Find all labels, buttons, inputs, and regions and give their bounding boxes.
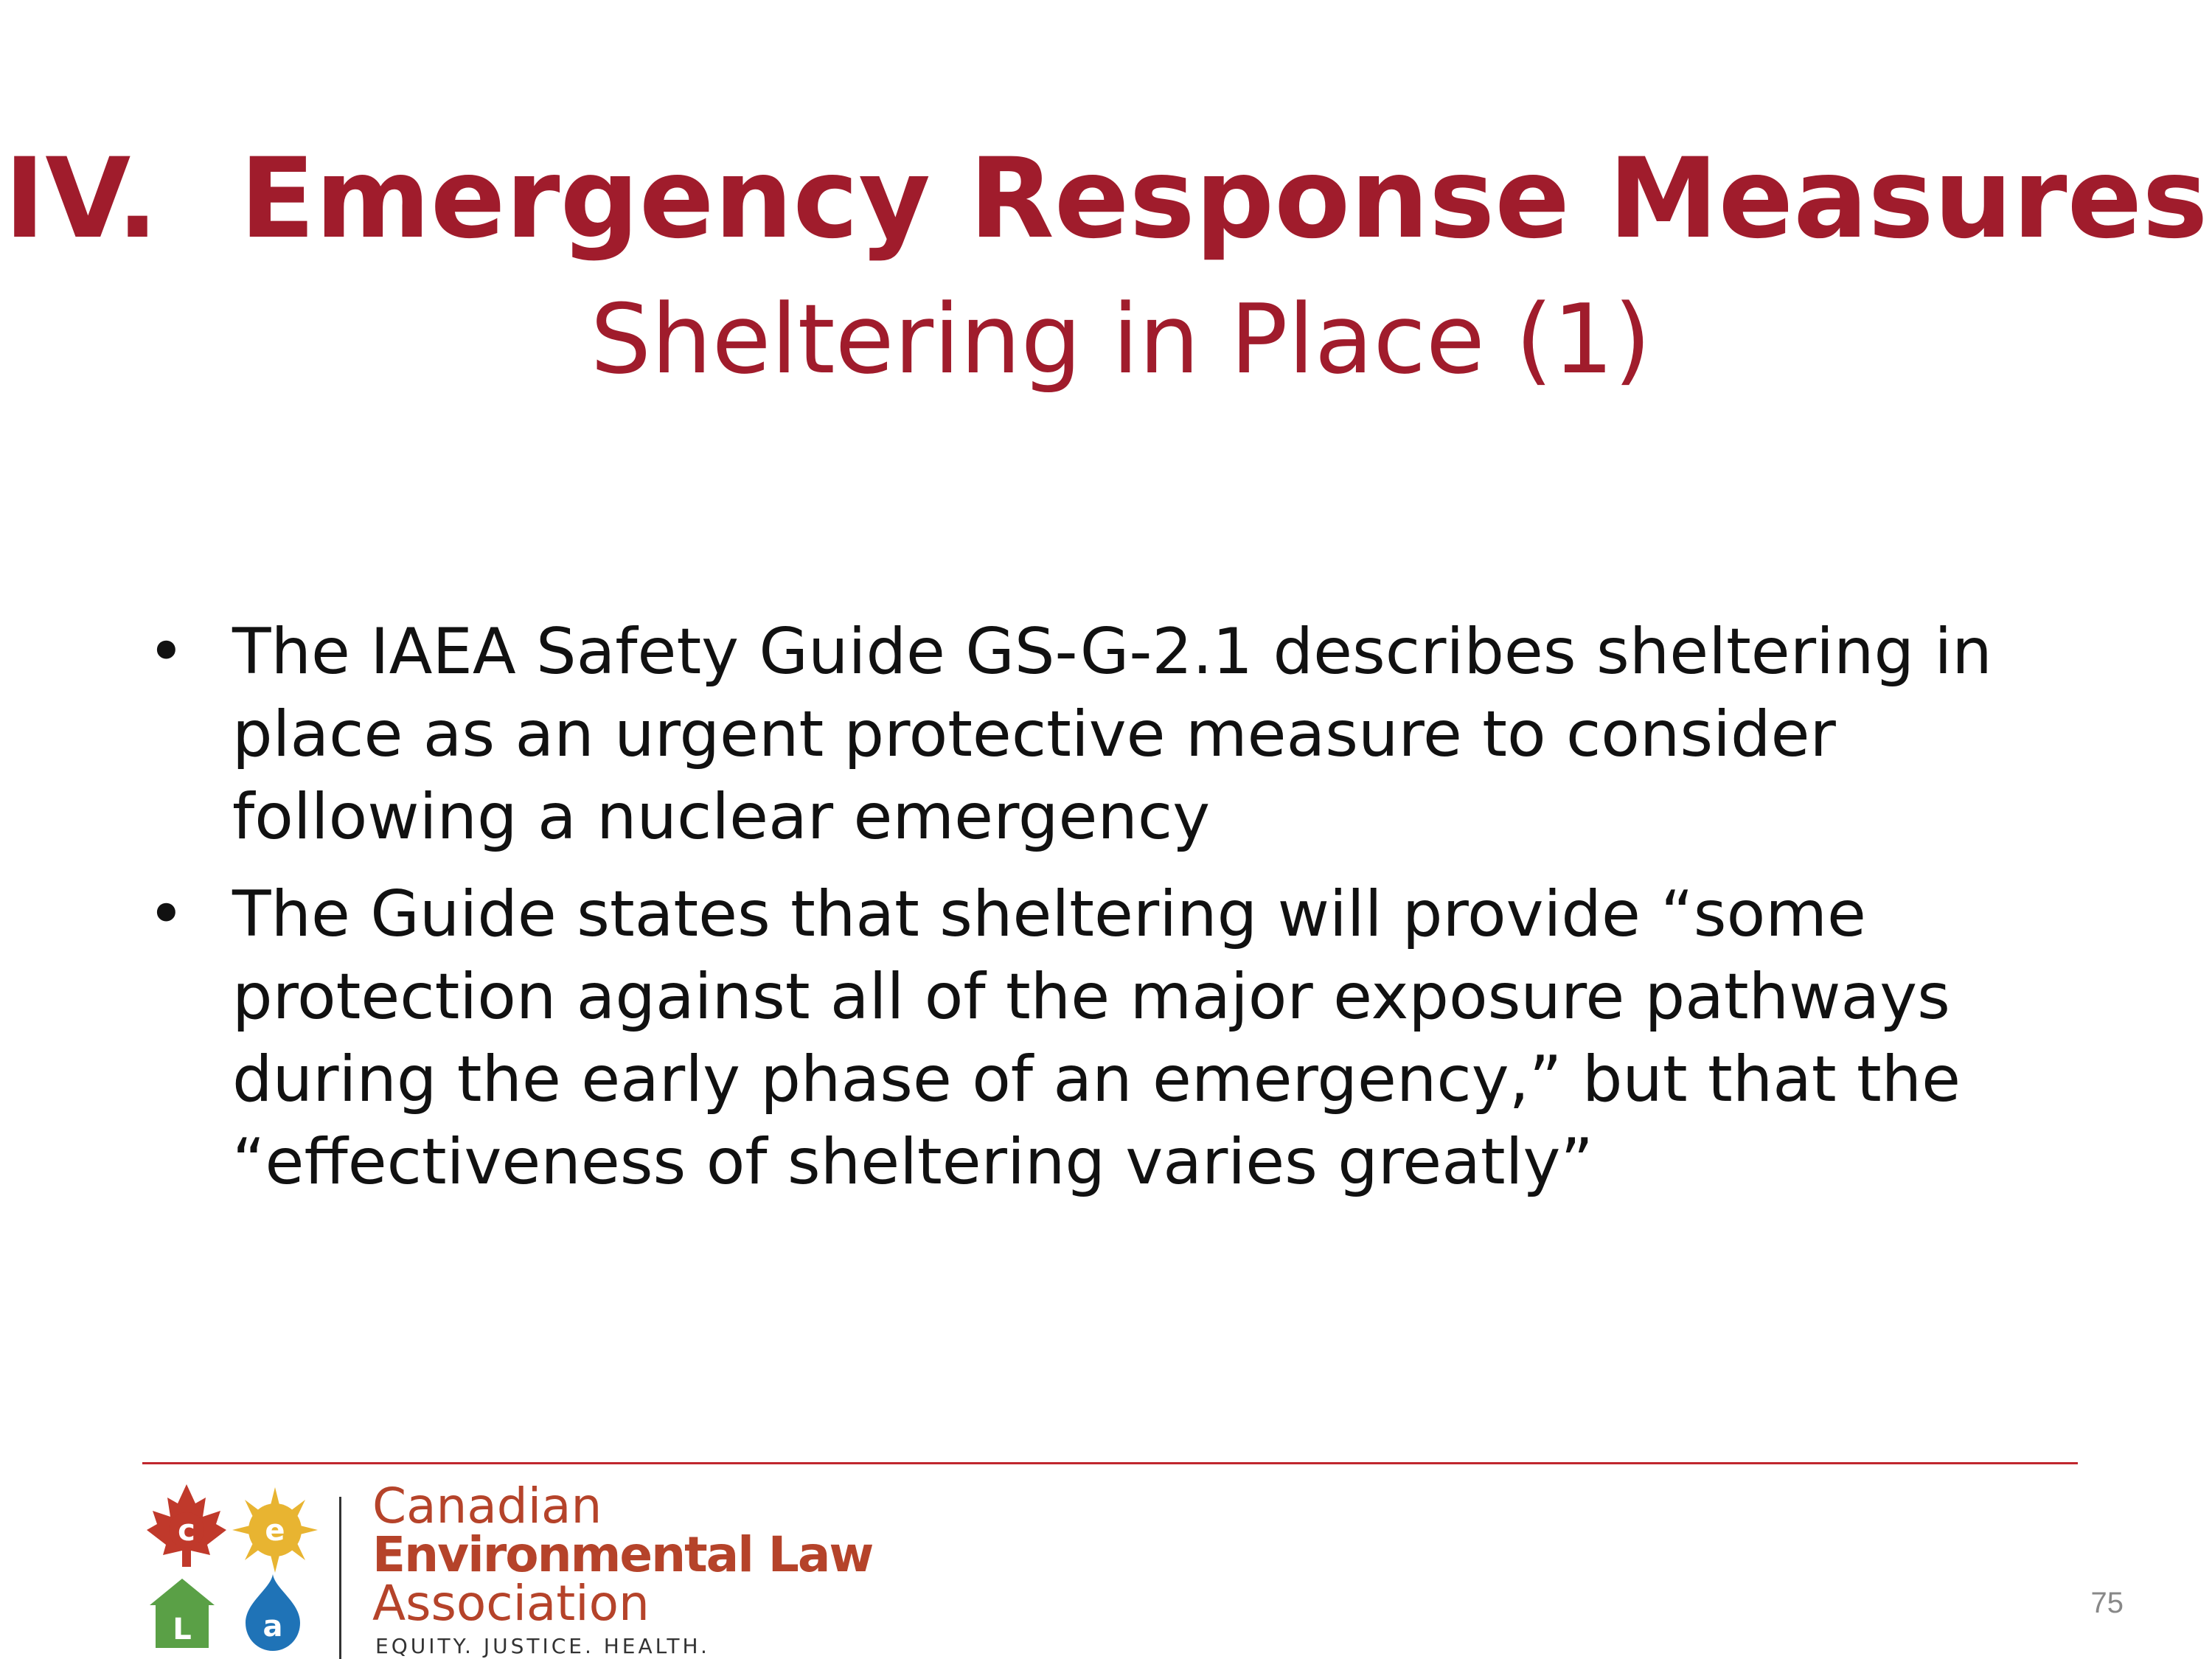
- logo-name-line2: Environmental Law: [372, 1526, 873, 1583]
- maple-leaf-icon: [147, 1484, 226, 1567]
- title-section-number: IV.: [4, 135, 159, 263]
- water-drop-icon: [246, 1574, 300, 1651]
- bullet-item: [147, 873, 2094, 1203]
- bullet-text: The IAEA Safety Guide GS-G-2.1 describes sheltering in place as an urgent protective measure to consider following a nuclear emergency: [232, 615, 1992, 854]
- cela-logo: [144, 1478, 873, 1659]
- footer-divider: [142, 1462, 2078, 1464]
- title-text: Emergency Response Measures: [240, 135, 2208, 263]
- cela-logo-mark: [144, 1478, 335, 1659]
- logo-letter-e: e: [265, 1514, 285, 1548]
- bullet-text: The Guide states that sheltering will provide “some protection against all of the major exposure pathways during the early phase of an emergency,” but that the “effectiveness of sheltering varies greatly”: [232, 877, 1961, 1199]
- slide-subtitle: Sheltering in Place (1): [590, 283, 1652, 395]
- logo-name-line3: Association: [372, 1575, 650, 1632]
- bullet-dot: •: [147, 877, 185, 951]
- logo-tagline: EQUITY. JUSTICE. HEALTH.: [375, 1634, 710, 1658]
- slide-title: [0, 133, 2212, 265]
- bullet-item: [147, 611, 2094, 858]
- bullet-list: [147, 611, 2094, 1218]
- logo-letter-c: c: [178, 1514, 195, 1548]
- logo-name-line1: Canadian: [372, 1478, 602, 1534]
- bullet-dot: •: [147, 615, 185, 689]
- sun-icon: [232, 1487, 318, 1573]
- logo-letter-a: a: [262, 1610, 283, 1644]
- logo-letter-l: L: [173, 1613, 192, 1646]
- page-number: 75: [2090, 1587, 2124, 1619]
- house-icon: [150, 1579, 215, 1648]
- logo-divider: [339, 1497, 341, 1659]
